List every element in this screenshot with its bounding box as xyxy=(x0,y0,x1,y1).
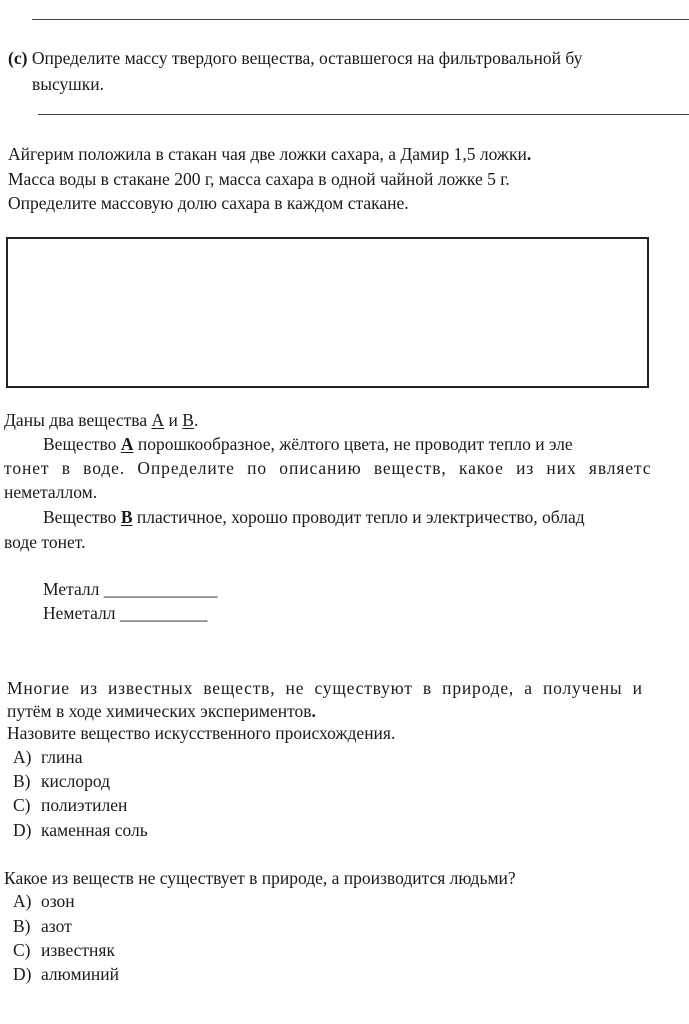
substance-b-desc: Вещество В пластичное, хорошо проводит тепло и электричество, облад xyxy=(43,507,585,527)
synthetic-task-line2: путём в ходе химических экспериментов. xyxy=(7,701,316,721)
answer-line-c xyxy=(38,114,689,115)
sugar-task-line2: Масса воды в стакане 200 г, масса сахара в одной чайной ложке 5 г. xyxy=(8,169,510,189)
substance-a-desc-line3: неметаллом. xyxy=(4,482,98,502)
question-c-marker: (с) xyxy=(8,48,28,68)
substance-a-desc: Вещество А порошкообразное, жёлтого цвета, не проводит тепло и эле xyxy=(43,434,573,454)
answer-line-top xyxy=(32,19,689,20)
synthetic-option[interactable]: В) кислород xyxy=(13,771,111,791)
answer-box[interactable] xyxy=(6,237,649,388)
synthetic-option[interactable]: А) глина xyxy=(13,747,83,767)
manmade-option[interactable]: С) известняк xyxy=(13,940,115,960)
synthetic-task-line1: Многие из известных веществ, не существуют в природе, а получены и xyxy=(7,678,643,698)
nonmetal-answer-line[interactable]: Неметалл __________ xyxy=(43,603,208,623)
manmade-option[interactable]: D) алюминий xyxy=(13,964,120,984)
manmade-option[interactable]: В) азот xyxy=(13,916,72,936)
metal-answer-line[interactable]: Металл _____________ xyxy=(43,579,218,599)
sugar-task-line1: Айгерим положила в стакан чая две ложки сахара, а Дамир 1,5 ложки. xyxy=(8,144,532,164)
substance-a-desc-line2: тонет в воде. Определите по описанию веществ, какое из них являетс xyxy=(4,458,652,478)
manmade-question: Какое из веществ не существует в природе, а производится людьми? xyxy=(4,868,516,888)
question-c-line1: Определите массу твердого вещества, оставшегося на фильтровальной бу xyxy=(31,48,583,68)
synthetic-task-line3: Назовите вещество искусственного происхождения. xyxy=(7,723,396,743)
question-c-line2: высушки. xyxy=(32,74,105,94)
synthetic-option[interactable]: D) каменная соль xyxy=(13,820,148,840)
sugar-task-line3: Определите массовую долю сахара в каждом стакане. xyxy=(8,193,409,213)
question-c xyxy=(8,50,582,68)
substance-b-label: В xyxy=(182,410,194,430)
manmade-option[interactable]: А) озон xyxy=(13,891,75,911)
substances-intro: Даны два вещества А и В. xyxy=(4,410,199,430)
substance-a-label: А xyxy=(151,410,165,430)
substance-b-desc-line2: воде тонет. xyxy=(4,532,86,552)
synthetic-option[interactable]: С) полиэтилен xyxy=(13,795,128,815)
